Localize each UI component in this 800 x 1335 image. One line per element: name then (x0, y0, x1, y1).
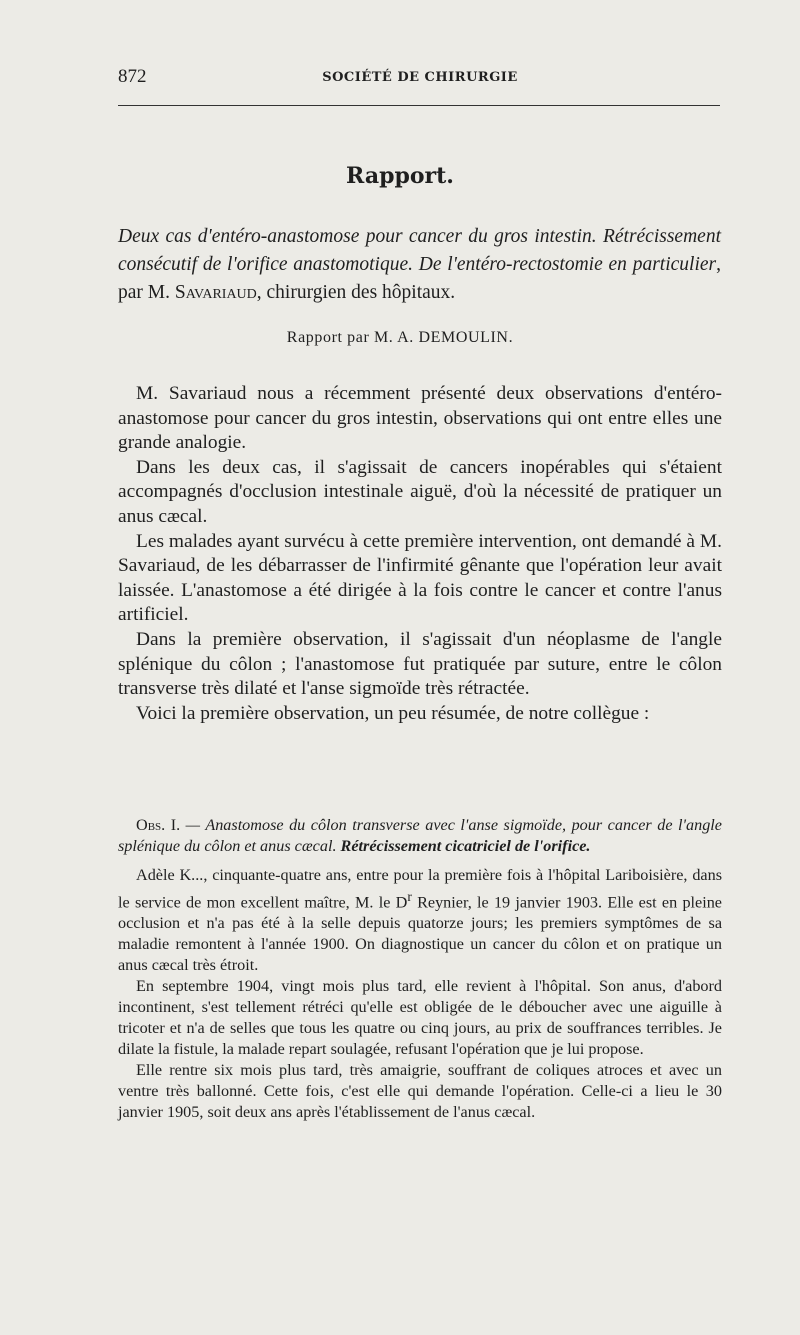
running-head: SOCIÉTÉ DE CHIRURGIE (322, 70, 518, 85)
observation-text: Adèle K..., cinquante-quatre ans, entre pour la première fois à l'hôpital Lariboisière, dans le service de mon excellent maître, M. le D (118, 866, 722, 912)
observation-text: Reynier, le 19 janvier 1903. Elle est en pleine occlusion et n'a pas été à la selle depuis quatorze jours; les premiers symptômes de sa maladie remontent à l'année 1900. On diagnostique un cancer du côlon et on pratique un anus cæcal très étroit. (118, 893, 722, 975)
page-number: 872 (118, 66, 147, 87)
observation-label: Obs. I. (136, 816, 181, 834)
superscript: r (407, 889, 412, 904)
observation-paragraph: En septembre 1904, vingt mois plus tard, elle revient à l'hôpital. Son anus, d'abord incontinent, s'est tellement rétréci qu'elle est obligée de le déboucher avec une aiguille à tricoter et n'a de selles que tous les quatre ou cinq jours, au prix de souffrances terribles. Je dilate la fistule, la malade repart soulagée, refusant l'opération que je lui propose. (118, 977, 722, 1059)
observation-paragraph (118, 865, 722, 976)
observation-block (118, 815, 722, 1123)
paragraph: Les malades ayant survécu à cette première intervention, ont demandé à M. Savariaud, de les débarrasser de l'infirmité gênante que l'opération leur avait laissée. L'anastomose a été dirigée à la fois contre le cancer et contre l'anus artificiel. (118, 530, 722, 626)
byline: Rapport par M. A. DEMOULIN. (286, 329, 514, 346)
report-subtitle (118, 223, 721, 307)
subtitle-author-role: , chirurgien des hôpitaux. (256, 282, 456, 303)
page-header (118, 66, 722, 90)
paragraph: Dans la première observation, il s'agissait d'un néoplasme de l'angle splénique du côlon ; l'anastomose fut pratiquée par suture, entre le côlon transverse très dilaté et l'anse sigmoïde très rétractée. (118, 628, 722, 700)
observation-heading-bold: Rétrécissement cicatriciel de l'orifice. (336, 837, 591, 855)
paragraph: Voici la première observation, un peu résumée, de notre collègue : (136, 702, 650, 724)
section-title: Rapport. (346, 163, 454, 189)
report-body (118, 382, 722, 726)
subtitle-author: Savariaud (174, 282, 257, 303)
subtitle-par: , par M. (118, 254, 721, 303)
observation-heading-italic: Anastomose du côlon transverse avec l'anse sigmoïde, pour cancer de l'angle splénique du côlon et anus cæcal. (118, 816, 722, 855)
header-rule (118, 105, 720, 106)
observation-paragraph: Elle rentre six mois plus tard, très amaigrie, souffrant de coliques atroces et avec un ventre très ballonné. Cette fois, c'est elle qui demande l'opération. Celle-ci a lieu le 30 janvier 1905, soit deux ans après l'établissement de l'anus cæcal. (118, 1061, 722, 1122)
paragraph: Dans les deux cas, il s'agissait de cancers inopérables qui s'étaient accompagnés d'occlusion intestinale aiguë, d'où la nécessité de pratiquer un anus cæcal. (118, 456, 722, 527)
subtitle-italic: Deux cas d'entéro-anastomose pour cancer du gros intestin. Rétrécissement consécutif de l'orifice anastomotique. De l'entéro-rectostomie en particulier (118, 226, 721, 275)
observation-dash: — (180, 816, 206, 834)
observation-heading (118, 815, 722, 857)
paragraph: M. Savariaud nous a récemment présenté deux observations d'entéro-anastomose pour cancer du gros intestin, observations qui ont entre elles une grande analogie. (118, 383, 722, 454)
